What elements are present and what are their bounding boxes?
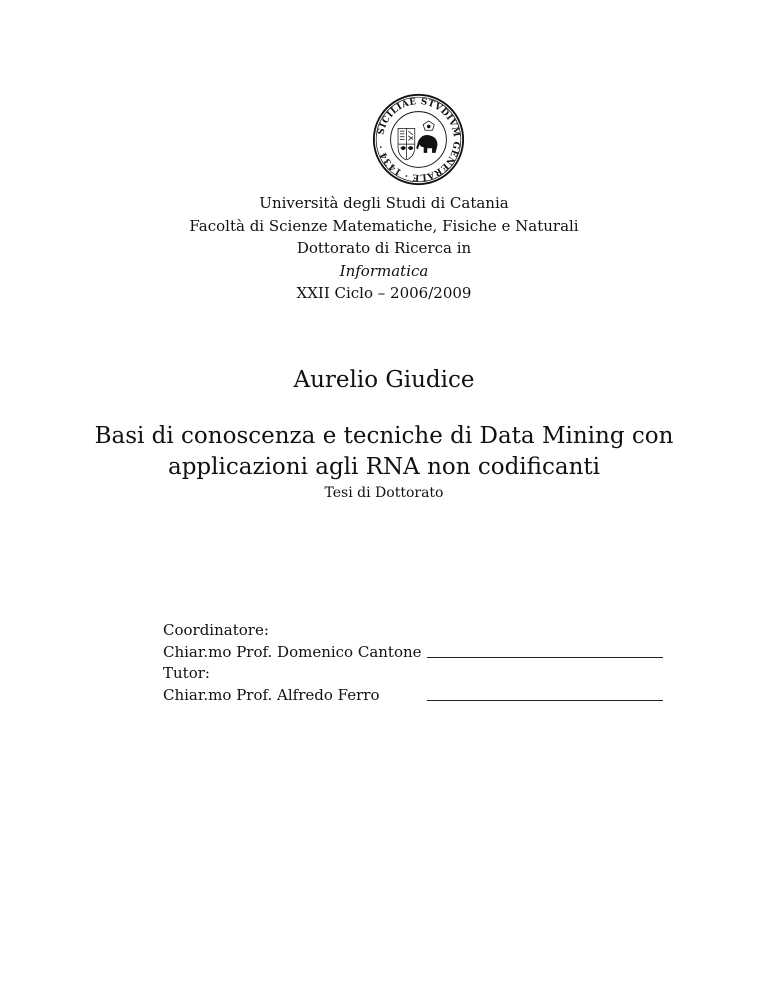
coordinator-row <box>163 642 683 664</box>
faculty-name: Facoltà di Scienze Matematiche, Fisiche e Naturali <box>189 216 579 235</box>
committee-block <box>163 620 683 706</box>
coordinator-signature-line <box>427 657 663 658</box>
tutor-row <box>163 685 683 707</box>
field-name: Informatica <box>339 261 429 280</box>
university-seal-icon <box>372 93 465 186</box>
tutor-name: Chiar.mo Prof. Alfredo Ferro <box>163 685 380 704</box>
coordinator-label: Coordinatore: <box>163 621 269 639</box>
thesis-type: Tesi di Dottorato <box>324 485 444 501</box>
coordinator-name: Chiar.mo Prof. Domenico Cantone <box>163 642 422 661</box>
thesis-title-line-2: applicazioni agli RNA non codificanti <box>167 454 601 480</box>
author-name: Aurelio Giudice <box>293 367 475 393</box>
tutor-signature-line <box>427 700 663 701</box>
thesis-title-line-1: Basi di conoscenza e tecniche di Data Mining con <box>94 423 674 449</box>
thesis-title <box>0 421 768 483</box>
institution-header <box>0 192 768 305</box>
university-name: Università degli Studi di Catania <box>259 194 509 212</box>
cycle-label: XXII Ciclo – 2006/2009 <box>296 284 472 302</box>
tutor-label: Tutor: <box>163 664 210 682</box>
program-name: Dottorato di Ricerca in <box>296 239 472 257</box>
svg-text:SICILIAE STVDIVM GENERALE · 14: SICILIAE STVDIVM GENERALE · 1434 · <box>376 97 462 182</box>
